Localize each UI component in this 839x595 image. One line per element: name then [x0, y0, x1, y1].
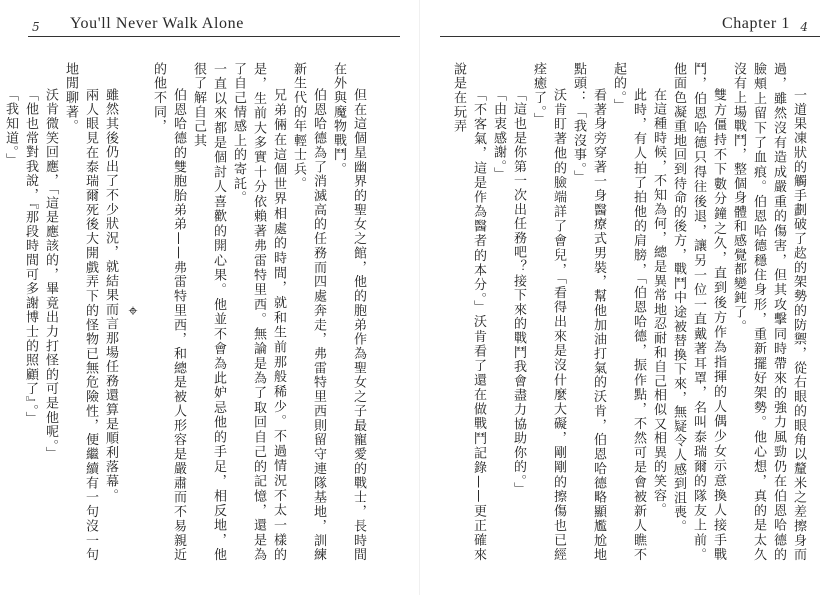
- right-running-title: Chapter 1: [721, 15, 790, 32]
- paragraph: 看著身旁穿著一身醫療式男裝，幫他加油打氣的沃肯，伯恩哈德略顯尷尬地點頭：「我沒事。」: [571, 62, 606, 562]
- section-break-ornament-icon: ⌖: [125, 304, 144, 320]
- paragraph: 一直以來都是個討人喜歡的開心果。他並不會為此妒忌他的手足，相反地，他很了解自己其: [191, 62, 226, 562]
- paragraph: 沃肯盯著他的臉端詳了會兒，「看得出來是沒什麼大礙，剛剛的擦傷也已經痊癒了。」: [531, 62, 566, 562]
- paragraph: 「我知道。」: [3, 88, 18, 168]
- paragraph: 「不客氣，這是作為醫者的本分。」沃肯看了還在做戰鬥記錄——更正確來說是在玩弄: [451, 62, 486, 562]
- paragraph: 「這也是你第一次出任務吧？接下來的戰鬥我會盡力協助你的。」: [511, 88, 526, 497]
- paragraph: 在這種時候，不知為何，總是異常地忍耐和自己相似又相異的笑容。: [651, 88, 666, 517]
- paragraph: 兄弟倆在這個世界相處的時間，就和生前那般稀少。不過情況不太一樣的是，生前大多實十分依賴著弗雷特里西。無論是為了取回自己的記憶，還是為了自己情感上的寄託。: [231, 62, 286, 562]
- paragraph: 此時，有人拍了拍他的肩膀，「伯恩哈德，振作點，不然可是會被新人瞧不起的。」: [611, 62, 646, 562]
- right-page-body: [451, 62, 808, 562]
- right-page-header: [440, 12, 820, 36]
- left-page-header: [20, 12, 400, 36]
- paragraph: 伯恩哈德為了消滅高的任務而四處奔走，弗雷特里西則留守連隊基地，訓練新生代的年輕士兵。: [291, 62, 326, 562]
- right-page: [420, 0, 839, 595]
- paragraph: 雙方僵持不下數分鐘之久，直到後方作為指揮的人偶少女示意換人接手戰鬥，伯恩哈德只得往後退，讓另一位一直戴著耳罩，名叫泰瑞爾的隊友上前。他面色凝重地回到待命的後方，戰鬥中途被替換下來，無疑令人感到沮喪。: [671, 62, 726, 562]
- paragraph: 雖然其後仍出了不少狀況，就結果而言那場任務還算是順利落幕。: [103, 88, 118, 503]
- left-page-body: [3, 62, 368, 562]
- left-running-title: You'll Never Walk Alone: [70, 15, 244, 32]
- left-page: [0, 0, 419, 595]
- left-page-number: 5: [32, 20, 40, 34]
- right-header-rule: [440, 36, 820, 37]
- right-page-number: 4: [800, 20, 808, 34]
- left-header-rule: [28, 36, 400, 37]
- paragraph: 但在這個星幽界的聖女之館，他的胞弟作為聖女之子最寵愛的戰士，長時間在外與魔物戰鬥。: [331, 62, 366, 562]
- paragraph: 伯恩哈德的雙胞胎弟弟——弗雷特里西，和總是被人形容是嚴肅而不易親近的他不同，: [151, 62, 186, 562]
- paragraph: 一道果凍狀的觸手劃破了赼的架勢的防禦，從右眼的眼角以釐米之差擦身而過，雖然沒有造成嚴重的傷害，但其攻擊同時帶來的強力風勁仍在伯恩哈德的臉頰上留下了血痕。伯恩哈德穩住身形，重新擺好架勢。他心想，真的是太久沒有上場戰鬥，整個身體和感覺都變鈍了。: [731, 62, 806, 562]
- paragraph: 兩人眼見在泰瑞爾死後大開戲弄下的怪物已無危險性，便繼續有一句沒一句地閒聊著。: [63, 62, 98, 562]
- paragraph: 「由衷感謝。」: [491, 88, 506, 182]
- paragraph: 「他也常對我說，『那段時間可多謝博士的照顧了』。」: [23, 88, 38, 426]
- paragraph: 沃肯微笑回應，「這是應該的，畢竟出力打怪的可是他呢。」: [43, 88, 58, 462]
